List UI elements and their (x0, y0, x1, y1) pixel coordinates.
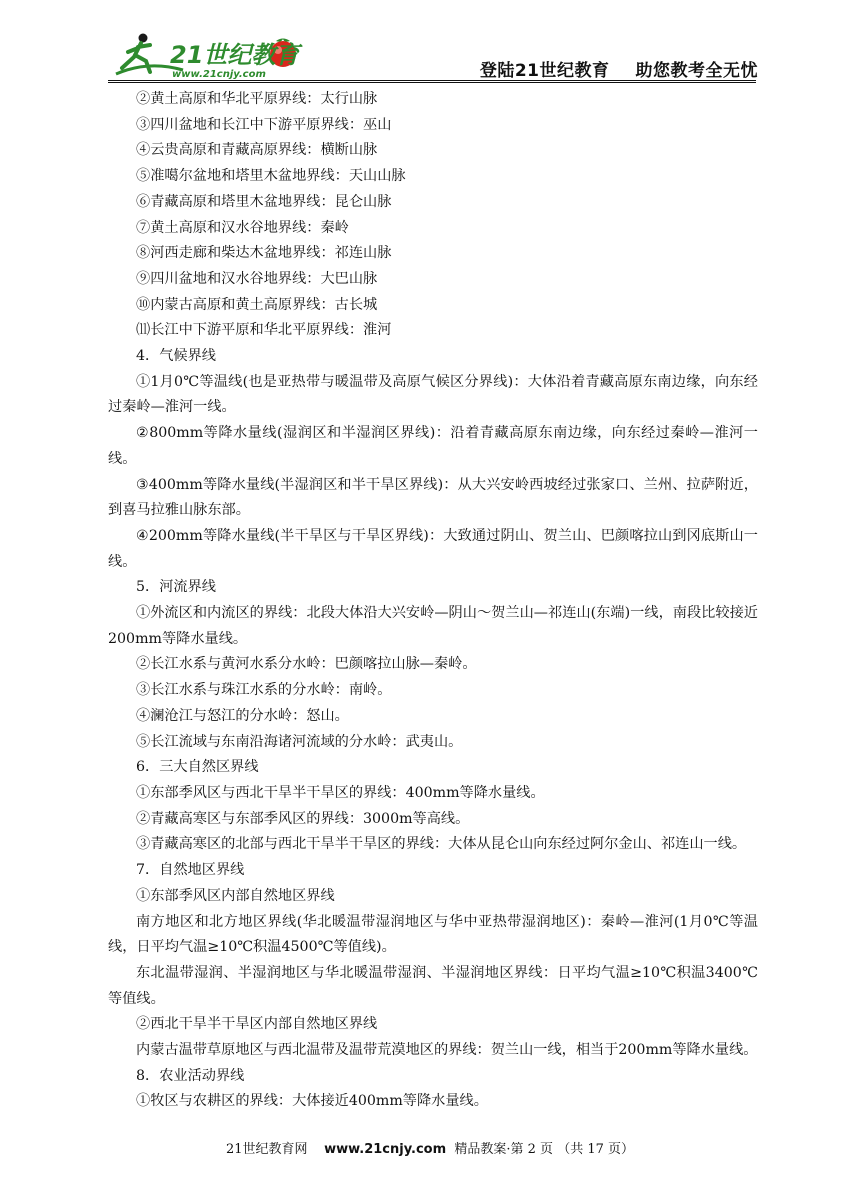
paragraph: 南方地区和北方地区界线(华北暖温带湿润地区与华中亚热带湿润地区)：秦岭—淮河(1月0℃等温线，日平均气温≥10℃积温4500℃等值线)。 (108, 913, 758, 956)
header-slogan-left: 登陆21世纪教育 (479, 61, 610, 81)
paragraph: ④云贵高原和青藏高原界线：横断山脉 (136, 142, 378, 159)
paragraph: ⑤准噶尔盆地和塔里木盆地界线：天山山脉 (136, 168, 406, 185)
logo-url: www.21cnjy.com (172, 69, 266, 80)
paragraph: 8．农业活动界线 (136, 1067, 245, 1084)
paragraph: ②黄土高原和华北平原界线：太行山脉 (136, 91, 378, 107)
paragraph: ③四川盆地和长江中下游平原界线：巫山 (136, 116, 392, 133)
paragraph: ②青藏高寒区与东部季风区的界线：3000m等高线。 (136, 810, 470, 827)
header-slogan-right: 助您教考全无忧 (635, 61, 758, 81)
paragraph: ③长江水系与珠江水系的分水岭：南岭。 (136, 682, 392, 699)
footer-page-info: 精品教案·第 2 页 （共 17 页） (454, 1142, 634, 1157)
page-footer (0, 1138, 860, 1157)
paragraph: ①东部季风区内部自然地区界线 (136, 887, 335, 904)
paragraph: ⑥青藏高原和塔里木盆地界线：昆仑山脉 (136, 193, 392, 210)
footer-site: 21世纪教育网 (226, 1142, 308, 1157)
paragraph: ①外流区和内流区的界线：北段大体沿大兴安岭—阴山～贺兰山—祁连山(东端)一线，南段比较接近200mm等降水量线。 (108, 605, 758, 647)
paragraph: ②西北干旱半干旱区内部自然地区界线 (136, 1016, 378, 1033)
paragraph: ⑤长江流域与东南沿海诸河流域的分水岭：武夷山。 (136, 733, 463, 750)
paragraph: ①1月0℃等温线(也是亚热带与暖温带及高原气候区分界线)：大体沿着青藏高原东南边缘，向东经过秦岭—淮河一线。 (108, 373, 758, 416)
paragraph: ⑨四川盆地和汉水谷地界线：大巴山脉 (136, 270, 378, 287)
paragraph: ③青藏高寒区的北部与西北干旱半干旱区的界线：大体从昆仑山向东经过阿尔金山、祁连山一线。 (136, 836, 747, 853)
paragraph: 东北温带湿润、半湿润地区与华北暖温带湿润、半湿润地区界线：日平均气温≥10℃积温3400℃等值线。 (108, 964, 758, 1007)
paragraph: ②800mm等降水量线(湿润区和半湿润区界线)：沿着青藏高原东南边缘，向东经过秦岭—淮河一线。 (108, 425, 758, 467)
paragraph: 内蒙古温带草原地区与西北温带及温带荒漠地区的界线：贺兰山一线，相当于200mm等降水量线。 (136, 1042, 758, 1059)
paragraph: ⑾长江中下游平原和华北平原界线：淮河 (136, 322, 392, 339)
page-header (108, 30, 758, 82)
site-logo[interactable] (108, 30, 308, 80)
logo-text: 21世纪教育 (170, 41, 300, 69)
paragraph: ④澜沧江与怒江的分水岭：怒山。 (136, 707, 349, 724)
footer-url[interactable]: www.21cnjy.com (324, 1142, 447, 1157)
paragraph: ⑦黄土高原和汉水谷地界线：秦岭 (136, 219, 349, 236)
paragraph: 6．三大自然区界线 (136, 759, 259, 776)
paragraph: ②长江水系与黄河水系分水岭：巴颜喀拉山脉—秦岭。 (136, 656, 477, 673)
paragraph: ①牧区与农耕区的界线：大体接近400mm等降水量线。 (136, 1093, 488, 1110)
paragraph: 5．河流界线 (136, 579, 216, 596)
paragraph: ④200mm等降水量线(半干旱区与干旱区界线)：大致通过阴山、贺兰山、巴颜喀拉山到冈底斯山一线。 (108, 527, 758, 570)
header-slogan (480, 56, 758, 81)
paragraph: ⑧河西走廊和柴达木盆地界线：祁连山脉 (136, 245, 392, 262)
paragraph: 7．自然地区界线 (136, 862, 245, 879)
document-body (108, 87, 758, 1115)
header-rule (108, 80, 756, 83)
paragraph: ⑩内蒙古高原和黄土高原界线：古长城 (136, 296, 378, 313)
paragraph: ③400mm等降水量线(半湿润区和半干旱区界线)：从大兴安岭西坡经过张家口、兰州、拉萨附近，到喜马拉雅山脉东部。 (108, 476, 758, 519)
paragraph: ①东部季风区与西北干旱半干旱区的界线：400mm等降水量线。 (136, 784, 545, 801)
paragraph: 4．气候界线 (136, 348, 216, 365)
